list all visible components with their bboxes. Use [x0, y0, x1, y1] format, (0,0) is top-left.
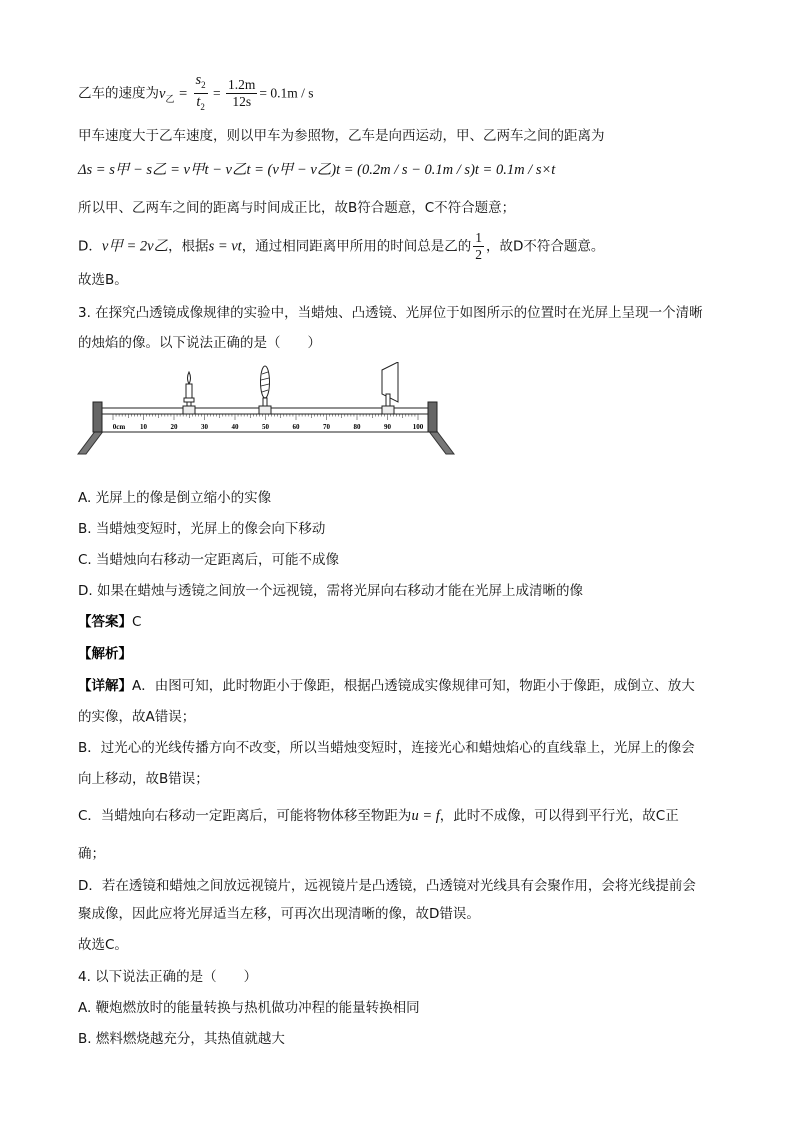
explain-d-line-2: 聚成像，因此应将光屏适当左移，可再次出现清晰的像，故D错误。	[78, 906, 480, 922]
left-post	[93, 402, 102, 432]
answer-tag: 【答案】	[78, 614, 132, 630]
explain-a-line-2: 的实像，故A错误；	[78, 709, 196, 725]
math-tail: = 0.1m / s	[259, 85, 314, 101]
right-post	[428, 402, 437, 432]
ruler-label: 100	[412, 423, 424, 431]
explain-c-line-1	[78, 806, 679, 826]
math-var: t	[196, 94, 201, 110]
ruler-label: 90	[384, 423, 391, 431]
question-3-line-1: 3. 在探究凸透镜成像规律的实验中，当蜡烛、凸透镜、光屏位于如图所示的位置时在光屏上呈现一个清晰	[78, 305, 703, 321]
text-line: 所以甲、乙两车之间的距离与时间成正比，故B符合题意，C不符合题意；	[78, 200, 516, 216]
text: 乙车的速度为	[78, 85, 159, 102]
explain-c-line-2: 确；	[78, 846, 105, 862]
detail-tag: 【详解】	[78, 678, 132, 694]
light-screen	[382, 362, 398, 414]
ruler-label: 80	[353, 423, 361, 431]
text-line: 甲车速度大于乙车速度，则以甲车为参照物，乙车是向西运动，甲、乙两车之间的距离为	[78, 128, 605, 144]
ruler-label: 70	[323, 423, 330, 431]
option-c: C. 当蜡烛向右移动一定距离后，可能不成像	[78, 552, 340, 568]
option-d-line	[78, 230, 604, 260]
question-4-option-b: B. 燃料燃烧越充分，其热值就越大	[78, 1031, 285, 1047]
numerator: 1.2m	[228, 77, 256, 92]
option-a: A. 光屏上的像是倒立缩小的实像	[78, 490, 272, 506]
left-leg	[78, 430, 104, 454]
explain-b-line-1: B．过光心的光线传播方向不改变，所以当蜡烛变短时，连接光心和蜡烛焰心的直线靠上，光屏上的像会	[78, 740, 695, 756]
convex-lens	[259, 366, 271, 414]
text: ，通过相同距离甲所用的时间总是乙的	[241, 238, 472, 255]
math-sub: 乙	[165, 93, 175, 104]
text: C．当蜡烛向右移动一定距离后，可能将物体移至物距为	[78, 808, 412, 824]
right-leg	[428, 430, 454, 454]
answer-value: C	[132, 614, 142, 630]
analysis-tag: 【解析】	[78, 646, 132, 662]
ruler-label: 20	[170, 423, 178, 431]
fraction	[473, 230, 484, 263]
question-4-option-a: A. 鞭炮燃放时的能量转换与热机做功冲程的能量转换相同	[78, 1000, 420, 1016]
text: A．由图可知，此时物距小于像距，根据凸透镜成实像规律可知，物距小于像距，成倒立、放大	[132, 678, 695, 694]
explain-a-line-1	[78, 676, 695, 696]
ruler-label: 60	[292, 423, 300, 431]
text: ，故D不符合题意。	[485, 238, 605, 255]
explain-d-line-1: D．若在透镜和蜡烛之间放远视镜片，远视镜片是凸透镜，凸透镜对光线具有会聚作用，会将光线提前会	[78, 878, 696, 894]
fraction	[226, 77, 257, 110]
ruler-label: 30	[201, 423, 208, 431]
denominator: 12s	[232, 94, 252, 109]
math-inline: u = f	[411, 808, 440, 824]
ruler-label: 50	[262, 423, 269, 431]
option-b: B. 当蜡烛变短时，光屏上的像会向下移动	[78, 521, 326, 537]
optical-bench-figure	[76, 362, 456, 462]
ruler-label: 10	[140, 423, 147, 431]
speed-formula-line: 乙车的速度为$v_乙$ = $\frac{s_2}{t_2}$ = $\frac{1.2m}{12s}$ = 0.1m / s	[78, 72, 314, 108]
text: ，根据	[168, 238, 209, 255]
math-var: s	[195, 72, 202, 88]
text: ，此时不成像，可以得到平行光，故C正	[439, 808, 679, 824]
math-sub: 2	[200, 102, 205, 112]
question-3-line-2: 的烛焰的像。以下说法正确的是（ ）	[78, 335, 321, 351]
math-inline: s = vt	[208, 238, 242, 255]
math-var: v	[159, 85, 166, 102]
text-line: 故选B。	[78, 272, 128, 288]
ruler-label: 40	[231, 423, 239, 431]
question-4: 4. 以下说法正确的是（ ）	[78, 969, 258, 985]
option-d: D. 如果在蜡烛与透镜之间放一个远视镜，需将光屏向右移动才能在光屏上成清晰的像	[78, 583, 583, 599]
fraction	[194, 72, 208, 115]
denominator: 2	[475, 247, 482, 262]
answer-line	[78, 612, 141, 632]
math-sub: 2	[201, 80, 206, 90]
numerator: 1	[475, 230, 482, 245]
distance-formula-line: Δs = s甲 − s乙 = v甲t − v乙t = (v甲 − v乙)t = (0.2m / s − 0.1m / s)t = 0.1m / s×t	[78, 162, 556, 178]
ruler-label: 0cm	[112, 423, 126, 431]
choose-line: 故选C。	[78, 937, 128, 953]
explain-b-line-2: 向上移动，故B错误；	[78, 771, 209, 787]
text: D．	[78, 238, 102, 255]
candle	[183, 372, 195, 414]
math-inline: v甲 = 2v乙	[101, 238, 169, 255]
